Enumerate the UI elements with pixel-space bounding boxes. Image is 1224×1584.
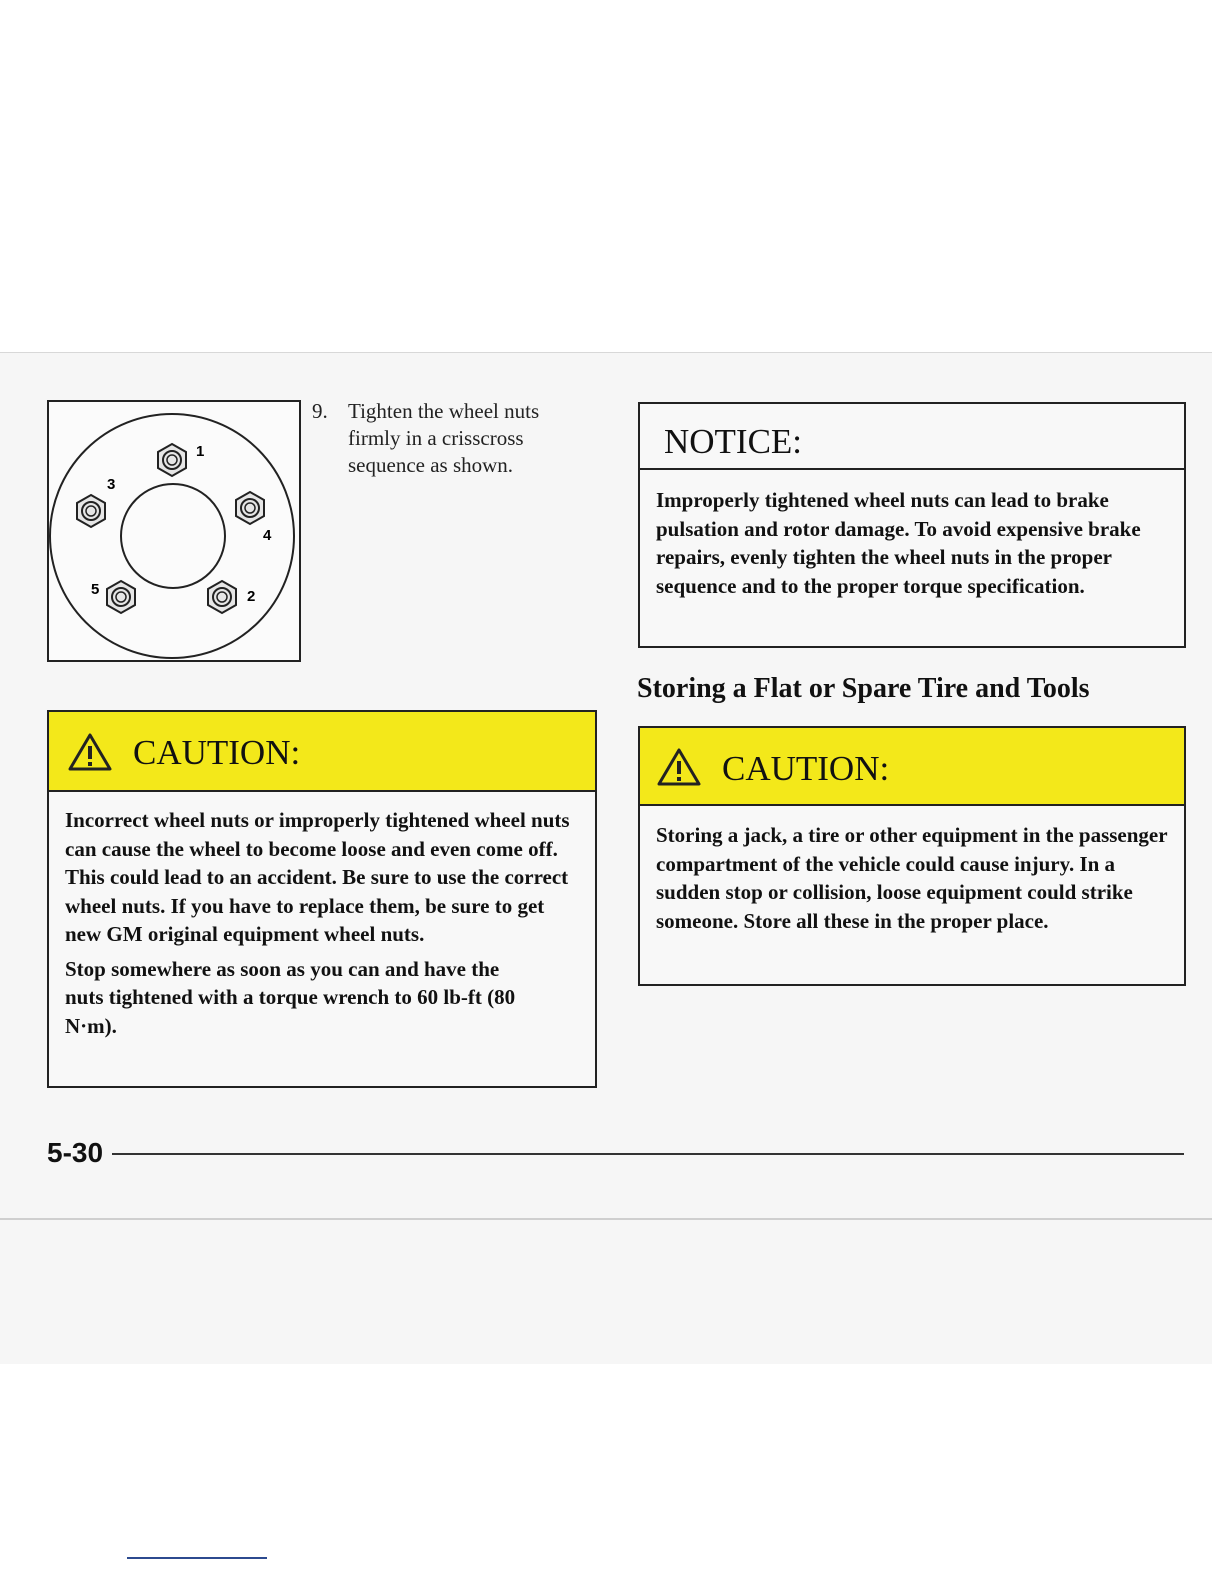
notice-text: Improperly tightened wheel nuts can lead to brake pulsation and rotor damage. To avoid expensive brake repairs, evenly tighten the wheel nuts in the proper sequence and to the proper torque specification.: [656, 488, 1141, 598]
nut-label-1: 1: [196, 443, 205, 460]
lug-nut-2-icon: [208, 581, 236, 613]
caution-left-body: [49, 792, 595, 1040]
caution-box-right: [638, 726, 1186, 986]
caution-right-text: Storing a jack, a tire or other equipment in the passenger compartment of the vehicle could cause injury. In a sudden stop or collision, loose equipment could strike someone. Store all these in the proper place.: [656, 823, 1168, 933]
caution-left-paragraph-2: Stop somewhere as soon as you can and have the nuts tightened with a torque wrench to 60 lb-ft (80 N·m).: [65, 956, 516, 1038]
nut-label-5: 5: [91, 581, 100, 598]
page-edge-bottom: [0, 1218, 1212, 1220]
page-edge-top: [0, 352, 1212, 353]
wheel-hub-circle: [121, 484, 225, 588]
nut-label-4: 4: [263, 527, 272, 544]
nut-label-2: 2: [247, 588, 256, 605]
caution-box-left: [47, 710, 597, 1088]
section-title: Storing a Flat or Spare Tire and Tools: [637, 673, 1090, 704]
underline-mark: [127, 1557, 267, 1559]
caution-left-heading: CAUTION:: [133, 733, 301, 772]
caution-left-paragraph-1: Incorrect wheel nuts or improperly tightened wheel nuts can cause the wheel to become loose and even come off. This could lead to an accident. Be sure to use the correct wheel nuts. If you have to replace them, be sure to get new GM original equipment wheel nuts.: [65, 808, 570, 946]
step-number: 9.: [312, 399, 328, 423]
lug-nut-5-icon: [107, 581, 135, 613]
notice-header: [640, 404, 1184, 470]
nut-label-3: 3: [107, 476, 116, 493]
notice-body: [640, 470, 1184, 600]
caution-right-heading: CAUTION:: [722, 749, 890, 788]
step-text: Tighten the wheel nuts firmly in a crisscross sequence as shown.: [348, 399, 540, 477]
page-number: 5-30: [47, 1137, 104, 1168]
caution-right-body: [640, 806, 1184, 935]
wheel-nut-diagram: [47, 400, 301, 662]
caution-left-header: [49, 712, 595, 792]
step-9: [312, 398, 582, 479]
notice-box: [638, 402, 1186, 648]
wheel-nut-diagram-svg: [49, 402, 299, 660]
lug-nut-3-icon: [77, 495, 105, 527]
warning-triangle-icon: [656, 747, 702, 787]
caution-right-header: [640, 728, 1184, 806]
warning-triangle-icon: [67, 732, 113, 772]
lug-nut-4-icon: [236, 492, 264, 524]
footer-rule: [112, 1153, 1184, 1155]
lug-nut-1-icon: [158, 444, 186, 476]
notice-heading: NOTICE:: [664, 422, 803, 461]
